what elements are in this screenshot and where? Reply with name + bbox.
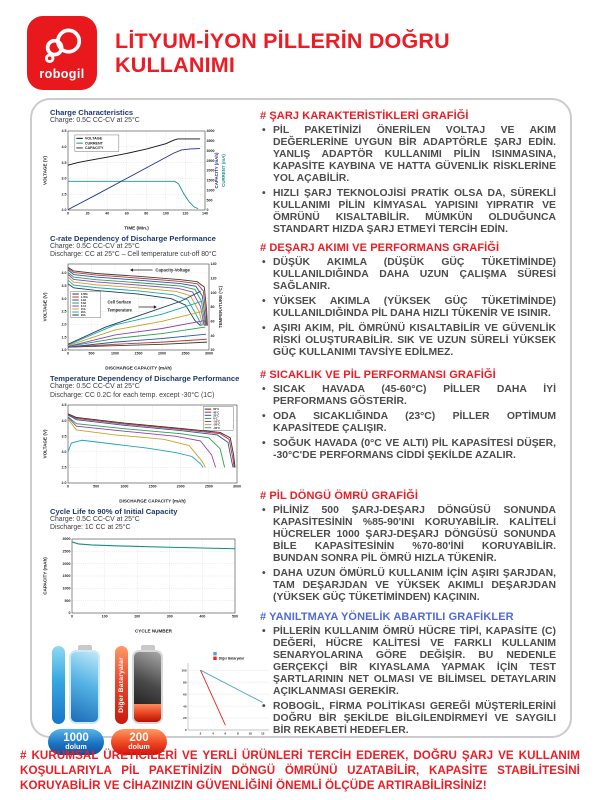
svg-text:0.58A: 0.58A [80,293,88,297]
svg-text:1500: 1500 [148,484,157,489]
svg-text:15A: 15A [80,308,86,312]
section-cycle-life [260,490,556,607]
chart-subtitle: Discharge: CC 0.2C for each temp. except -30°C (1C) [50,391,215,399]
svg-text:200: 200 [134,614,141,619]
svg-text:2000: 2000 [158,351,166,356]
svg-text:500: 500 [64,598,71,603]
svg-text:500: 500 [88,351,95,356]
svg-text:20A: 20A [80,311,86,315]
svg-text:1.45A: 1.45A [80,296,88,300]
svg-text:4.5: 4.5 [61,402,67,407]
svg-text:2500: 2500 [181,351,190,356]
svg-text:3.5: 3.5 [61,284,67,289]
full-battery-graphic [69,645,100,724]
svg-text:60: 60 [124,211,129,216]
bullet-item: • PİL PAKETİNİZİ ÖNERİLEN VOLTAJ VE AKIM DEĞERLERİNE UYGUN BİR ADAPTÖRLE ŞARJ EDİN. YANLIŞ ADAPTÖR KULLANIMI PİLİN ISINMASINA, KAPASİTE KAYBINA VE HATTA GÜVENLİK RİSKLERİNE YOL AÇABİLİR. [260,125,556,185]
svg-text:4000: 4000 [206,129,215,134]
cycle-life-chart [40,532,250,634]
svg-text:3.5: 3.5 [61,434,67,439]
svg-text:45°C: 45°C [213,411,220,415]
svg-text:3.0: 3.0 [61,297,67,302]
svg-text:0: 0 [71,614,73,619]
svg-text:2500: 2500 [204,484,213,489]
svg-text:-20°C: -20°C [213,423,221,427]
page-title: LİTYUM-İYON PİLLERİN DOĞRU KULLANIMI [115,28,450,77]
svg-text:2.5: 2.5 [61,465,67,470]
svg-text:60°C: 60°C [213,407,220,411]
svg-text:4.5: 4.5 [61,129,67,134]
badge-unit: dolum [65,742,87,752]
chart-title: Temperature Dependency of Discharge Performance [50,374,240,384]
svg-text:3.5: 3.5 [61,160,67,165]
svg-text:80: 80 [144,211,149,216]
svg-text:1500: 1500 [206,178,215,183]
svg-text:40: 40 [210,334,215,339]
chart-title: Cycle Life to 90% of Initial Capacity [50,506,178,516]
svg-text:VOLTAGE (V): VOLTAGE (V) [42,429,48,459]
badge-unit: dolum [128,742,150,752]
c-rate-block [40,234,250,371]
svg-text:4.0: 4.0 [61,418,67,423]
svg-text:1.5: 1.5 [61,335,67,340]
svg-text:Diğer Bataryalar: Diğer Bataryalar [218,656,245,661]
svg-text:CAPACITY (mAh): CAPACITY (mAh) [214,152,219,189]
svg-text:1500: 1500 [134,351,143,356]
svg-text:3000: 3000 [206,149,215,154]
svg-text:80: 80 [210,305,215,310]
svg-text:CAPACITY (mAh): CAPACITY (mAh) [42,557,48,595]
blue-capsule [52,646,65,724]
logo-text: robogil [39,66,85,81]
chart-subtitle: Charge: 0.5C CC-CV at 25°C [50,117,140,124]
svg-text:300: 300 [166,614,173,619]
svg-text:500: 500 [206,198,213,203]
chart-title: Charge Characteristics [50,108,134,117]
cycle-life-block [40,507,250,634]
svg-text:500: 500 [232,614,238,619]
c-rate-chart [40,259,250,371]
svg-text:4.0: 4.0 [61,271,67,276]
svg-text:100: 100 [101,614,108,619]
chart-subtitle: Charge: 0.5C CC-CV at 25°C [50,243,140,251]
svg-text:2500: 2500 [206,158,215,163]
svg-text:500: 500 [93,484,100,489]
svg-text:3000: 3000 [205,351,213,356]
svg-text:0°C: 0°C [213,417,218,421]
svg-text:0: 0 [184,728,187,733]
section-heading: # PİL DÖNGÜ ÖMRÜ GRAFİĞİ [260,490,419,502]
svg-text:2.9A: 2.9A [80,299,87,303]
svg-text:3000: 3000 [233,484,241,489]
robogil-battery-column [48,645,104,755]
svg-text:2000: 2000 [176,484,185,489]
bullet-item: • SICAK HAVADA (45-60°C) PİLLER DAHA İYİ PERFORMANS GÖSTERİR. [260,384,556,408]
svg-text:Temperature: Temperature [107,307,132,313]
chart-title: C-rate Dependency of Discharge Performance [50,234,216,244]
svg-text:60: 60 [183,692,187,697]
robogil-circles-icon [39,26,85,66]
page-header [0,0,600,94]
bullet-item: • SOĞUK HAVADA (0°C VE ALTI) PİL KAPASİTESİ DÜŞER, -30°C'DE PERFORMANS CİDDİ ŞEKİLDE AZALIR. [260,438,556,462]
svg-text:Cell Surface: Cell Surface [107,299,132,305]
svg-text:TIME (Min.): TIME (Min.) [124,225,149,231]
svg-text:140: 140 [210,262,217,267]
badge-value: 200 [129,732,149,745]
svg-text:4.0: 4.0 [61,145,67,150]
svg-text:6: 6 [224,731,227,736]
depleted-battery-graphic [132,645,163,724]
svg-text:2.5: 2.5 [61,192,67,197]
main-card [30,98,572,752]
svg-text:2.0: 2.0 [61,322,67,327]
svg-text:VOLTAGE (V): VOLTAGE (V) [42,156,48,186]
section-heading: # SICAKLIK VE PİL PERFORMANSI GRAFİĞİ [260,369,496,381]
robogil-logo [27,16,97,90]
svg-text:3500: 3500 [206,139,215,144]
svg-text:8.7A: 8.7A [80,305,87,309]
svg-text:2000: 2000 [206,168,215,173]
svg-text:12: 12 [261,731,265,736]
svg-text:20: 20 [210,348,215,353]
svg-text:VOLTAGE: VOLTAGE [84,136,103,141]
svg-text:20: 20 [85,211,90,216]
svg-text:CYCLE NUMBER: CYCLE NUMBER [134,628,173,634]
svg-text:140: 140 [202,211,208,216]
bullet-item: • AŞIRI AKIM, PİL ÖMRÜNÜ KISALTABİLİR VE GÜVENLİK RİSKİ OLUŞTURABİLİR. SIK VE UZUN SÜRELİ YÜKSEK GÜÇ KULLANIMI TAVSİYE EDİLMEZ. [260,323,556,359]
svg-text:CURRENT: CURRENT [84,141,103,146]
svg-text:2.0: 2.0 [61,480,67,485]
charts-column [40,108,265,752]
svg-text:2: 2 [199,731,202,736]
svg-text:3.0: 3.0 [61,449,67,454]
bullet-item: • PİLLERİN KULLANIM ÖMRÜ HÜCRE TİPİ, KAPASİTE (C) DEĞERİ, HÜCRE KALİTESİ VE FARKLI KULLANIM SENARYOLARINA GÖRE DEĞİŞİR. BU NEDENLE GERÇEKÇİ BİR KIYASLAMA YAPMAK İÇİN TEST ŞARTLARININ NET OLMASI VE BİLİMSEL DETAYLARIN AÇIKLANMASI GEREKİR. [260,626,556,698]
svg-text:2000: 2000 [62,561,71,566]
svg-text:DISCHARGE CAPACITY (mAh): DISCHARGE CAPACITY (mAh) [119,498,186,504]
charge-characteristics-chart [40,125,250,231]
svg-text:VOLTAGE (V): VOLTAGE (V) [42,292,48,322]
section-heading: # YANILTMAYA YÖNELİK ABARTILI GRAFİKLER [260,611,514,623]
bullet-item: • DÜŞÜK AKIMLA (DÜŞÜK GÜÇ TÜKETİMİNDE) KULLANILDIĞINDA DAHA UZUN ÇALIŞMA SÜRESİ SAĞLANIR. [260,257,556,293]
svg-text:25°C: 25°C [213,414,220,418]
chart-subtitle: Discharge: 1C CC at 25°C [50,523,131,531]
section-heading: # ŞARJ KARAKTERİSTİKLERİ GRAFİĞİ [260,110,469,122]
svg-text:0: 0 [68,611,71,616]
svg-text:0: 0 [67,351,69,356]
svg-text:4: 4 [212,731,214,736]
svg-text:CAPACITY: CAPACITY [84,146,104,151]
svg-text:120: 120 [182,211,189,216]
footer-note: # KURUMSAL ÜRETİCİLERİ VE YERLİ ÜRÜNLERİ TERCİH EDEREK, DOĞRU ŞARJ VE KULLANIM KOŞULLARIYLA PİL PAKETİNİZİN DÖNGÜ ÖMRÜNÜ UZATABİLİR, KAPASİTE STABİLİTESİNİ KORUYABİLİR VE CİHAZINIZIN GÜVENLİĞİNİ ÖNEMLİ ÖLÇÜDE ARTIRABİLİRSİNİZ! [20,749,580,793]
battery-comparison-illustration [40,637,265,755]
bullet-item: • YÜKSEK AKIMLA (YÜKSEK GÜÇ TÜKETİMİNDE) KULLANILDIĞINDA PİL DAHA HIZLI TÜKENİR VE ISINIR. [260,296,556,320]
charge-characteristics-block [40,108,250,231]
svg-text:1000: 1000 [62,586,71,591]
svg-text:100: 100 [181,668,187,673]
svg-text:20: 20 [183,716,187,721]
svg-text:40: 40 [183,704,187,709]
badge-value: 1000 [63,732,89,745]
bullet-item: • ROBOGİL, FİRMA POLİTİKASI GEREĞİ MÜŞTERİLERİNİ DOĞRU BİR ŞEKİLDE BİLGİLENDİRMEYİ VE SAYGILI BİR REKABETİ HEDEFLER. [260,701,556,737]
svg-text:120: 120 [210,276,217,281]
svg-text:10: 10 [248,731,252,736]
svg-text:1500: 1500 [62,574,71,579]
svg-text:100: 100 [162,211,169,216]
bullet-item: • PİLİNİZ 500 ŞARJ-DEŞARJ DÖNGÜSÜ SONUNDA KAPASİTESİNİN %85-90'INI KORUYABİLİR. KALİTELİ HÜCRELER 1000 ŞARJ-DEŞARJ DÖNGÜSÜ SONUNDA BİLE KAPASİTESİNİN %70-80'İNİ KORUYABİLİR. BUNDAN SONRA PİL ÖMRÜ HIZLA TÜKENİR. [260,505,556,565]
other-batteries-label: Diğer Bataryalar [118,657,125,713]
svg-text:-10°C: -10°C [213,420,221,424]
section-discharge-current [260,242,556,365]
svg-text:8: 8 [237,731,239,736]
bullet-item: • ODA SICAKLIĞINDA (23°C) PİLLER OPTİMUM KAPASİTEDE ÇALIŞIR. [260,411,556,435]
svg-text:80: 80 [183,680,187,685]
svg-text:DISCHARGE CAPACITY (mAh): DISCHARGE CAPACITY (mAh) [105,365,172,371]
svg-text:2.5: 2.5 [61,310,67,315]
chart-subtitle: Charge: 0.5C CC-CV at 25°C [50,515,140,523]
svg-text:29A: 29A [80,314,86,318]
svg-text:100: 100 [210,291,217,296]
section-temperature [260,369,556,486]
svg-text:40: 40 [105,211,110,216]
svg-text:1000: 1000 [206,188,215,193]
svg-text:400: 400 [199,614,206,619]
battery-low-fill [134,704,161,722]
other-battery-column [111,645,167,755]
svg-text:5.8A: 5.8A [80,302,87,306]
svg-text:1000: 1000 [120,484,129,489]
bullet-item: • HIZLI ŞARJ TEKNOLOJİSİ PRATİK OLSA DA, SÜREKLİ KULLANIMI PİLİN KİMYASAL YAPISINI YIPRATIR VE ÖMRÜNÜ KISALTABİLİR. MÜMKÜN OLDUĞUNCA STANDART HIZDA ŞARJ ETMEYİ TERCİH EDİN. [260,188,556,236]
svg-text:2500: 2500 [62,549,71,554]
chart-subtitle: Charge: 0.5C CC-CV at 25°C [50,383,140,391]
temperature-block [40,374,250,503]
chart-subtitle: Discharge: CC at 25°C – Cell temperature cut-off 80°C [50,251,217,259]
text-column [258,108,562,736]
svg-text:1000: 1000 [111,351,119,356]
other-batteries-capsule [115,646,128,724]
section-charge [260,110,556,238]
svg-text:0: 0 [67,484,69,489]
bullet-item: • DAHA UZUN ÖMÜRLÜ KULLANIM İÇİN AŞIRI ŞARJDAN, TAM DEŞARJDAN VE YÜKSEK AKIMLI DEŞARJDAN (YÜKSEK GÜÇ TÜKETİMİNDEN) KAÇININ. [260,568,556,604]
svg-text:0: 0 [206,208,209,213]
svg-text:2.0: 2.0 [61,208,67,213]
svg-text:0: 0 [67,211,69,216]
svg-text:-30°C: -30°C [213,426,221,430]
section-heading: # DEŞARJ AKIMI VE PERFORMANS GRAFİĞİ [260,242,500,254]
svg-text:Capacity-Voltage: Capacity-Voltage [155,268,190,274]
svg-text:1.0: 1.0 [61,348,67,353]
svg-text:TEMPERATURE (°C): TEMPERATURE (°C) [218,286,223,329]
svg-text:3.0: 3.0 [61,176,67,181]
svg-text:3000: 3000 [62,537,71,542]
svg-text:60: 60 [210,319,215,324]
svg-text:CURRENT (mA): CURRENT (mA) [220,154,226,187]
temperature-chart [40,400,250,504]
section-misleading-charts [260,611,556,737]
